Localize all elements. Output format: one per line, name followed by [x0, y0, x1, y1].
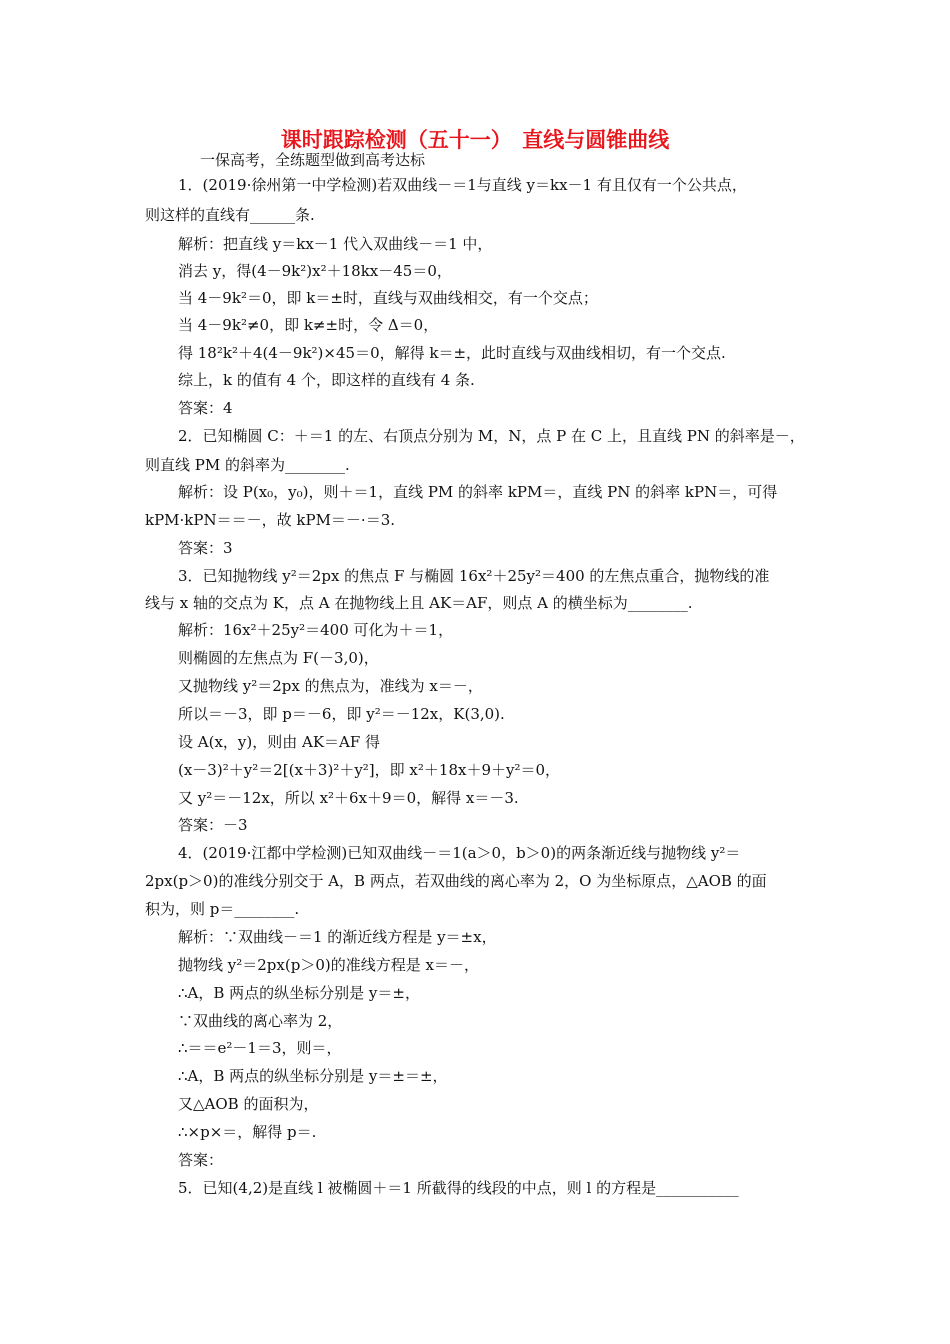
- text-line: ∵双曲线的离心率为 2，: [178, 1012, 343, 1030]
- text-line: 线与 x 轴的交点为 K，点 A 在抛物线上且 AK＝AF，则点 A 的横坐标为________.: [145, 594, 693, 612]
- answer-line: 答案：4: [178, 399, 233, 417]
- answer-line: 答案：3: [178, 539, 233, 557]
- text-line: 2．已知椭圆 C：＋＝1 的左、右顶点分别为 M，N，点 P 在 C 上，且直线 PN 的斜率是－，: [178, 427, 805, 445]
- answer-line: 答案：－3: [178, 816, 248, 834]
- text-line: 5．已知(4,2)是直线 l 被椭圆＋＝1 所截得的线段的中点，则 l 的方程是___________: [178, 1179, 739, 1197]
- text-line: 消去 y，得(4－9k²)x²＋18kx－45＝0，: [178, 262, 452, 280]
- page-subtitle: 一保高考，全练题型做到高考达标: [200, 151, 426, 169]
- text-line: 当 4－9k²＝0，即 k＝±时，直线与双曲线相交，有一个交点；: [178, 289, 598, 307]
- text-line: 设 A(x，y)，则由 AK＝AF 得: [178, 733, 381, 751]
- text-line: ∴A，B 两点的纵坐标分别是 y＝±，: [178, 984, 420, 1002]
- text-line: kPM·kPN＝＝－，故 kPM＝－·＝3.: [145, 511, 396, 529]
- text-line: 2px(p＞0)的准线分别交于 A，B 两点，若双曲线的离心率为 2，O 为坐标原点，△AOB 的面: [145, 872, 767, 890]
- text-line: 解析：∵双曲线－＝1 的渐近线方程是 y＝±x，: [178, 928, 497, 946]
- text-line: 抛物线 y²＝2px(p＞0)的准线方程是 x＝－，: [178, 956, 479, 974]
- text-line: 当 4－9k²≠0，即 k≠±时，令 Δ＝0，: [178, 316, 439, 334]
- text-line: 解析：设 P(x₀，y₀)，则＋＝1，直线 PM 的斜率 kPM＝，直线 PN 的斜率 kPN＝，可得: [178, 483, 778, 501]
- text-line: 得 18²k²＋4(4－9k²)×45＝0，解得 k＝±，此时直线与双曲线相切，有一个交点.: [178, 344, 726, 362]
- text-line: 解析：16x²＋25y²＝400 可化为＋＝1，: [178, 621, 454, 639]
- text-line: 则直线 PM 的斜率为________.: [145, 456, 350, 474]
- text-line: 又抛物线 y²＝2px 的焦点为，准线为 x＝－，: [178, 677, 483, 695]
- text-line: 解析：把直线 y＝kx－1 代入双曲线－＝1 中，: [178, 235, 493, 253]
- text-line: ∴×p×＝，解得 p＝.: [178, 1123, 317, 1141]
- text-line: 所以＝－3，即 p＝－6，即 y²＝－12x，K(3,0).: [178, 705, 505, 723]
- text-line: 又△AOB 的面积为，: [178, 1095, 319, 1113]
- text-line: 综上，k 的值有 4 个，即这样的直线有 4 条.: [178, 371, 475, 389]
- text-line: ∴＝＝e²－1＝3，则＝，: [178, 1039, 342, 1057]
- text-line: 1．(2019·徐州第一中学检测)若双曲线－＝1与直线 y＝kx－1 有且仅有一个公共点，: [178, 176, 747, 194]
- text-line: 则椭圆的左焦点为 F(－3,0)，: [178, 649, 379, 667]
- text-line: (x－3)²＋y²＝2[(x＋3)²＋y²]，即 x²＋18x＋9＋y²＝0，: [178, 761, 561, 779]
- text-line: 又 y²＝－12x，所以 x²＋6x＋9＝0，解得 x＝－3.: [178, 789, 519, 807]
- page-title: 课时跟踪检测（五十一） 直线与圆锥曲线: [280, 128, 670, 152]
- text-line: 3．已知抛物线 y²＝2px 的焦点 F 与椭圆 16x²＋25y²＝400 的左焦点重合，抛物线的准: [178, 567, 770, 585]
- answer-line: 答案：: [178, 1151, 224, 1169]
- text-line: 积为，则 p＝________.: [145, 900, 300, 918]
- text-line: ∴A，B 两点的纵坐标分别是 y＝±＝±，: [178, 1067, 448, 1085]
- text-line: 则这样的直线有______条.: [145, 206, 315, 224]
- text-line: 4．(2019·江都中学检测)已知双曲线－＝1(a＞0，b＞0)的两条渐近线与抛物线 y²＝: [178, 844, 741, 862]
